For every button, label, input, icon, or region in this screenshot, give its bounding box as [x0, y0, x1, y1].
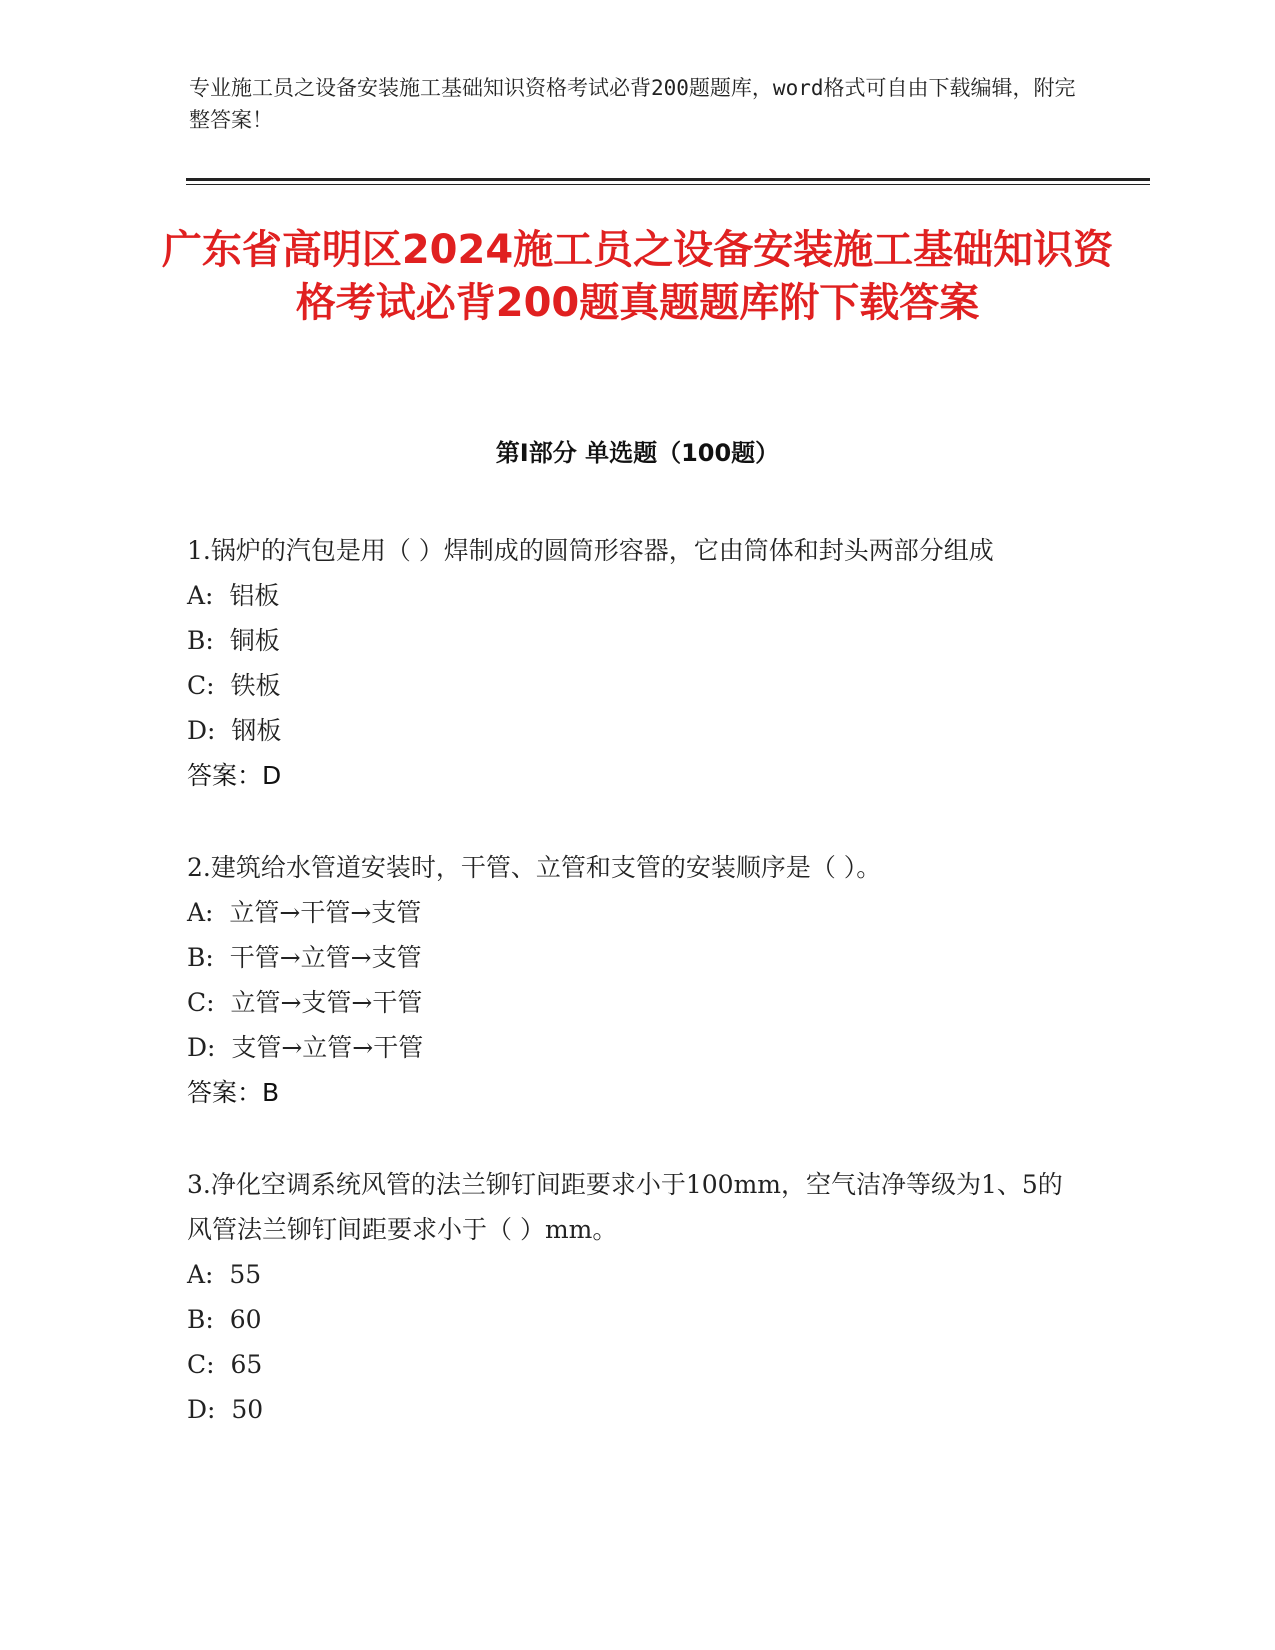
option-d: D: 50 — [187, 1395, 264, 1424]
header-note: 专业施工员之设备安装施工基础知识资格考试必背200题题库，word格式可自由下载编辑，附完整答案！ — [189, 76, 1076, 132]
answer-line: 答案：D — [187, 761, 282, 790]
option-c: C: 铁板 — [187, 671, 281, 700]
question-list — [187, 528, 1087, 1479]
option-c: C: 立管→支管→干管 — [187, 988, 423, 1017]
question-item — [187, 845, 1087, 1115]
document-title: 广东省高明区2024施工员之设备安装施工基础知识资格考试必背200题真题题库附下载答案 — [161, 227, 1114, 326]
option-b: B: 60 — [187, 1305, 262, 1334]
answer-line: 答案：B — [187, 1078, 280, 1107]
section-heading: 第Ⅰ部分 单选题（100题） — [495, 439, 780, 467]
question-item — [187, 1162, 1087, 1432]
option-d: D: 支管→立管→干管 — [187, 1033, 424, 1062]
header-divider-thin — [186, 184, 1150, 185]
option-b: B: 铜板 — [187, 626, 280, 655]
option-a: A: 铝板 — [187, 581, 280, 610]
header-divider-thick — [186, 178, 1150, 181]
question-item — [187, 528, 1087, 798]
option-b: B: 干管→立管→支管 — [187, 943, 422, 972]
question-stem: 3.净化空调系统风管的法兰铆钉间距要求小于100mm，空气洁净等级为1、5的风管法兰铆钉间距要求小于（ ）mm。 — [187, 1170, 1063, 1244]
question-stem: 1.锅炉的汽包是用（ ）焊制成的圆筒形容器，它由筒体和封头两部分组成 — [187, 536, 994, 565]
option-d: D: 钢板 — [187, 716, 282, 745]
option-a: A: 55 — [187, 1260, 262, 1289]
question-stem: 2.建筑给水管道安装时，干管、立管和支管的安装顺序是（ ）。 — [187, 853, 882, 882]
option-a: A: 立管→干管→支管 — [187, 898, 422, 927]
option-c: C: 65 — [187, 1350, 263, 1379]
